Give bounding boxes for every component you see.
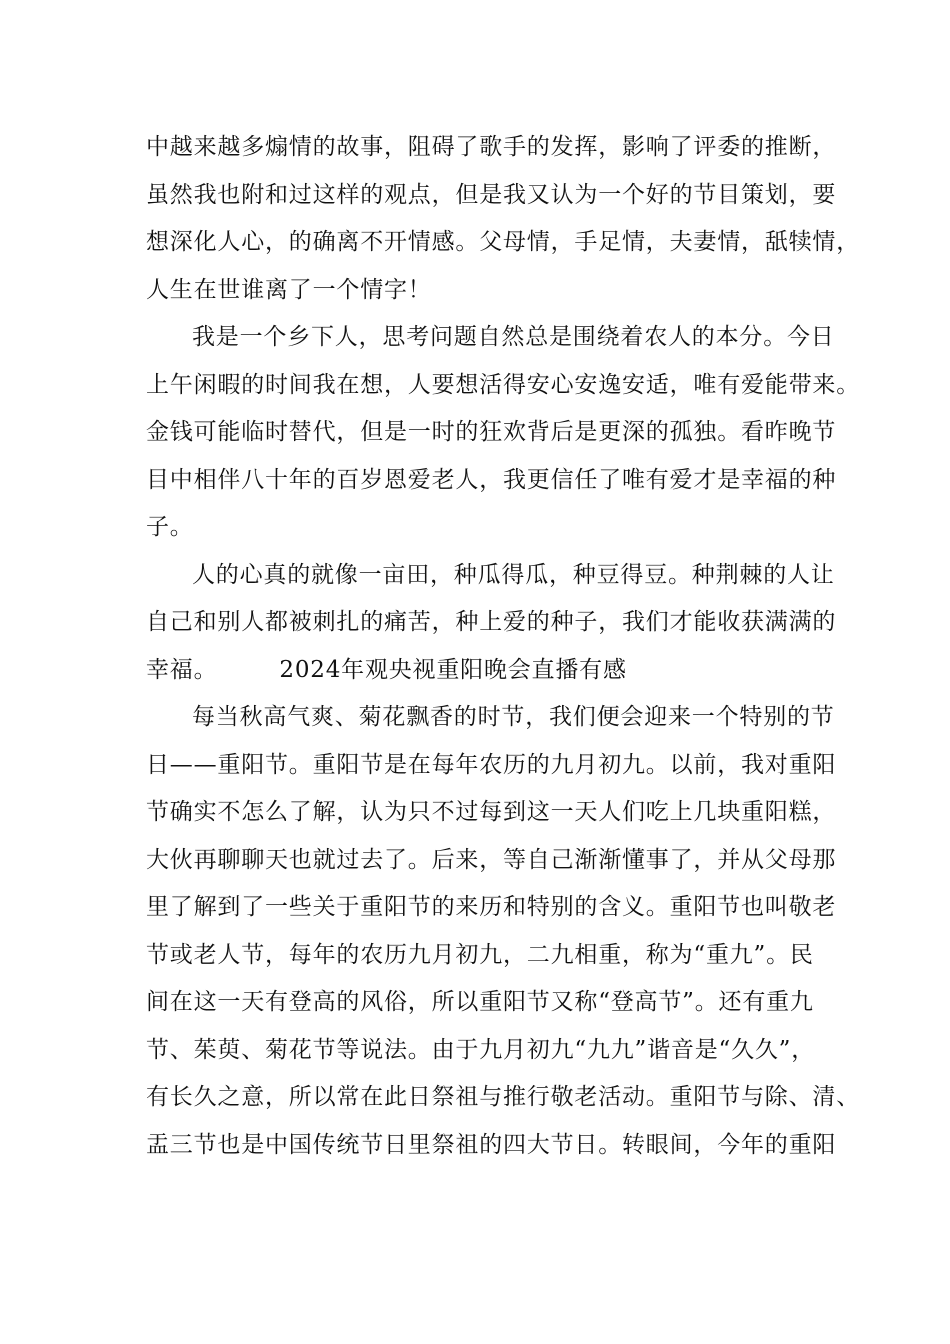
text-line: 中越来越多煽情的故事，阻碍了歌手的发挥，影响了评委的推断， [146, 134, 837, 160]
text-line: 盂三节也是中国传统节日里祭祖的四大节日。转眼间，今年的重阳 [146, 1131, 837, 1158]
text-line-end: 幸福。 [146, 656, 218, 683]
paragraph-start-line: 每当秋高气爽、菊花飘香的时节，我们便会迎来一个特别的节 [192, 704, 835, 730]
text-line: 虽然我也附和过这样的观点，但是我又认为一个好的节目策划，要 [146, 181, 837, 208]
text-line-with-title [146, 650, 826, 698]
section-title: 2024年观央视重阳晚会直播有感 [279, 656, 627, 683]
text-line: 节、茱萸、菊花节等说法。由于九月初九“九九”谐音是“久久”， [146, 1036, 816, 1063]
text-line: 目中相伴八十年的百岁恩爱老人，我更信任了唯有爱才是幸福的种 [146, 466, 837, 493]
paragraph-start-line: 我是一个乡下人，思考问题自然总是围绕着农人的本分。今日 [192, 324, 835, 350]
text-line: 节确实不怎么了解，认为只不过每到这一天人们吃上几块重阳糕， [146, 799, 837, 825]
text-line: 金钱可能临时替代，但是一时的狂欢背后是更深的孤独。看昨晚节 [146, 419, 837, 445]
text-line: 日——重阳节。重阳节是在每年农历的九月初九。以前，我对重阳 [146, 751, 837, 778]
text-line: 大伙再聊聊天也就过去了。后来，等自己渐渐懂事了，并从父母那 [146, 846, 837, 873]
text-line: 上午闲暇的时间我在想，人要想活得安心安逸安适，唯有爱能带来。 [146, 371, 860, 398]
text-line: 里了解到了一些关于重阳节的来历和特别的含义。重阳节也叫敬老 [146, 894, 837, 920]
paragraph-start-line: 人的心真的就像一亩田，种瓜得瓜，种豆得豆。种荆棘的人让 [192, 561, 835, 588]
text-line: 子。 [146, 514, 194, 540]
document-body [146, 127, 860, 1172]
text-line: 自己和别人都被刺扎的痛苦，种上爱的种子，我们才能收获满满的 [146, 609, 837, 635]
text-line: 节或老人节，每年的农历九月初九，二九相重，称为“重九”。民 [146, 941, 814, 968]
text-line: 间在这一天有登高的风俗，所以重阳节又称“登高节”。还有重九 [146, 989, 814, 1015]
text-line: 有长久之意，所以常在此日祭祖与推行敬老活动。重阳节与除、清、 [146, 1084, 860, 1110]
text-line: 人生在世谁离了一个情字！ [146, 276, 432, 303]
text-line: 想深化人心，的确离不开情感。父母情，手足情，夫妻情，舐犊情， [146, 229, 860, 255]
